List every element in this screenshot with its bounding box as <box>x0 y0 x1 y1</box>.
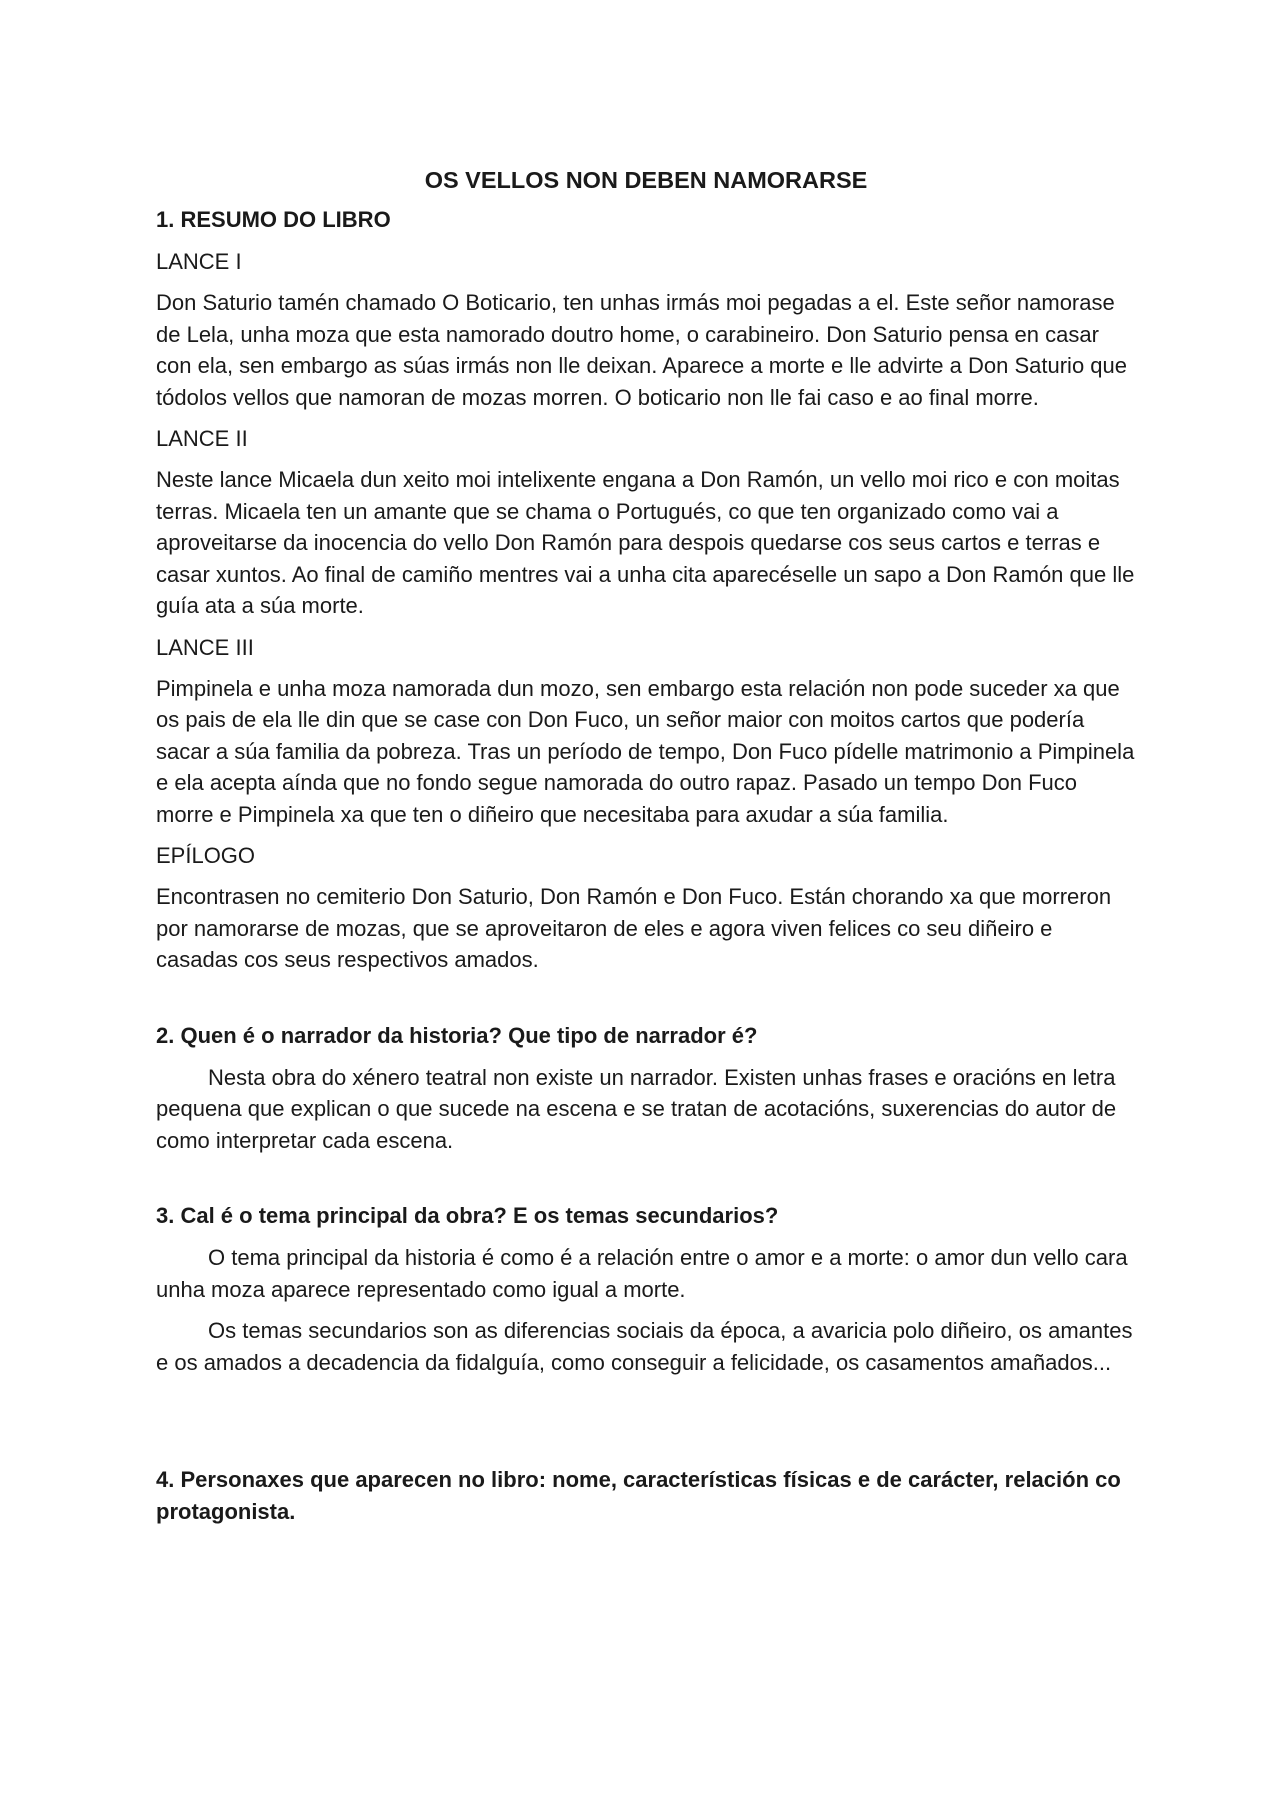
lance-text: Don Saturio tamén chamado O Boticario, ten unhas irmás moi pegadas a el. Este señor namorase de Lela, unha moza que esta namorado doutro home, o carabineiro. Don Saturio pensa en casar con ela, sen embargo as súas irmás non lle deixan. Aparece a morte e lle advirte a Don Saturio que tódolos vellos que namoran de mozas morren. O boticario non lle fai caso e ao final morre. <box>156 290 1127 410</box>
section-heading-themes: 3. Cal é o tema principal da obra? E os temas secundarios? <box>156 1203 779 1228</box>
lance-label: LANCE III <box>156 634 254 660</box>
themes-paragraph-main: O tema principal da historia é como é a relación entre o amor e a morte: o amor dun vello cara unha moza aparece representado como igual a morte. <box>156 1245 1128 1302</box>
narrator-paragraph: Nesta obra do xénero teatral non existe un narrador. Existen unhas frases e oracións en letra pequena que explican o que sucede na escena e se tratan de acotacións, suxerencias do autor de como interpretar cada escena. <box>156 1064 1117 1153</box>
lance-label: LANCE I <box>156 249 242 274</box>
lance-text: Neste lance Micaela dun xeito moi intelixente engana a Don Ramón, un vello moi rico e con moitas terras. Micaela ten un amante que se chama o Portugués, co que ten organizado como vai a aproveitarse da inocencia do vello Don Ramón para despois quedarse cos seus cartos e terras e casar xuntos. Ao final de camiño mentres vai a unha cita aparecéselle un sapo a Don Ramón que lle guía ata a súa morte. <box>156 467 1135 618</box>
document-title: OS VELLOS NON DEBEN NAMORARSE <box>424 167 868 193</box>
themes-paragraph-secondary: Os temas secundarios son as diferencias sociais da época, a avaricia polo diñeiro, os amantes e os amados a decadencia da fidalguía, como conseguir a felicidade, os casamentos amañados... <box>156 1318 1133 1375</box>
epilogue-text: Encontrasen no cemiterio Don Saturio, Don Ramón e Don Fuco. Están chorando xa que morreron por namorarse de mozas, que se aproveitaron de eles e agora viven felices co seu diñeiro e casadas cos seus respectivos amados. <box>156 884 1112 972</box>
document-page <box>156 164 1136 1538</box>
section-heading-summary: 1. RESUMO DO LIBRO <box>156 207 391 232</box>
epilogue-label: EPÍLOGO <box>156 843 256 868</box>
lance-text: Pimpinela e unha moza namorada dun mozo, sen embargo esta relación non pode suceder xa que os pais de ela lle din que se case con Don Fuco, un señor maior con moitos cartos que podería sacar a súa familia da pobreza. Tras un período de tempo, Don Fuco pídelle matrimonio a Pimpinela e ela acepta aínda que no fondo segue namorada do outro rapaz. Pasado un tempo Don Fuco morre e Pimpinela xa que ten o diñeiro que necesitaba para axudar a súa familia. <box>156 675 1135 827</box>
lance-label: LANCE II <box>156 426 248 451</box>
section-heading-narrator: 2. Quen é o narrador da historia? Que tipo de narrador é? <box>156 1022 758 1048</box>
section-heading-characters: 4. Personaxes que aparecen no libro: nome, características físicas e de carácter, relación co protagonista. <box>156 1467 1121 1524</box>
